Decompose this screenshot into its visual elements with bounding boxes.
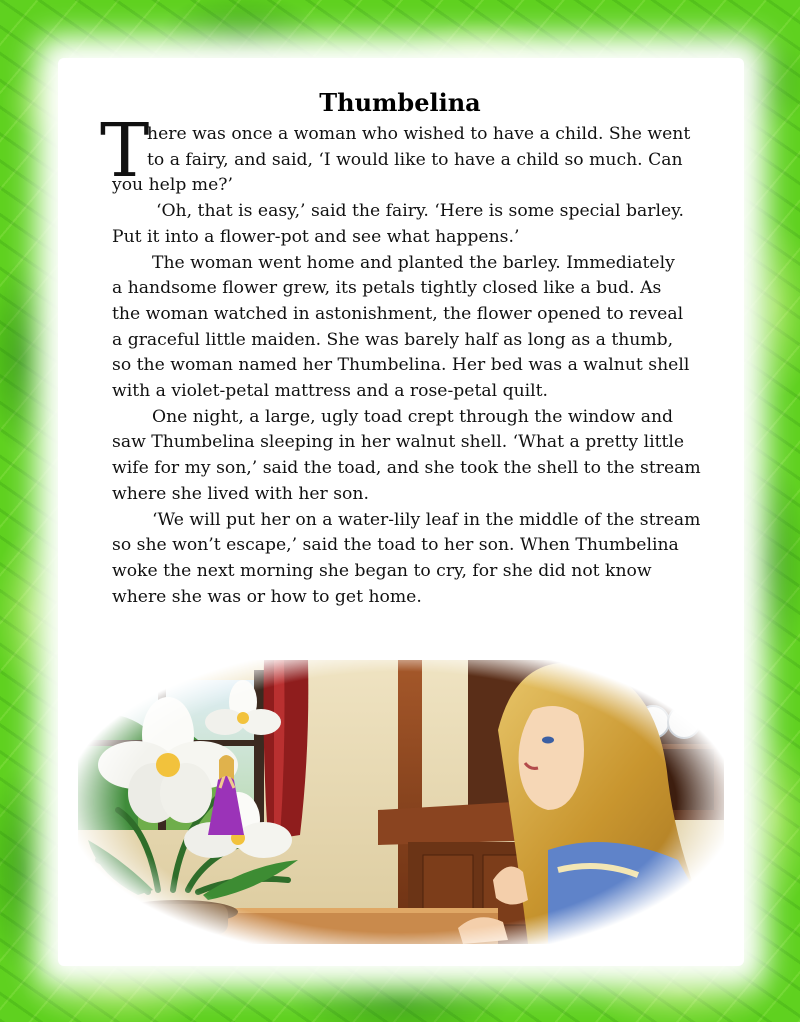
story-line: saw Thumbelina sleeping in her walnut shell. ‘What a pretty little [112,432,685,453]
drop-cap-letter: T [100,108,150,194]
story-line: a handsome flower grew, its petals tightly closed like a bud. As [112,278,662,299]
story-line: wife for my son,’ said the toad, and she took the shell to the stream [112,458,701,479]
story-line: with a violet-petal mattress and a rose-petal quilt. [112,381,549,402]
story-line: ‘Oh, that is easy,’ said the fairy. ‘Here is some special barley. [156,201,684,222]
red-curtain [264,660,309,840]
story-line: Put it into a flower-pot and see what happens.’ [112,226,520,247]
story-line: a graceful little maiden. She was barely half as long as a thumb, [112,329,674,350]
story-line: so she won’t escape,’ said the toad to her son. When Thumbelina [112,535,679,556]
story-line: woke the next morning she began to cry, for she did not know [112,560,652,581]
story-text [112,122,712,610]
story-line: the woman watched in astonishment, the flower opened to reveal [112,303,684,324]
story-line: so the woman named her Thumbelina. Her bed was a walnut shell [112,355,690,376]
story-title: Thumbelina [319,88,481,117]
story-line: One night, a large, ugly toad crept through the window and [152,406,674,427]
story-line: where she was or how to get home. [112,586,422,607]
story-line: to a fairy, and said, ‘I would like to have a child so much. Can [147,149,683,170]
story-line: where she lived with her son. [112,483,369,504]
story-line: The woman went home and planted the barley. Immediately [152,252,675,273]
story-line: here was once a woman who wished to have a child. She went [147,124,691,144]
story-line: ‘We will put her on a water-lily leaf in the middle of the stream [152,509,701,530]
story-illustration [78,660,724,944]
story-line: you help me?’ [112,175,233,196]
